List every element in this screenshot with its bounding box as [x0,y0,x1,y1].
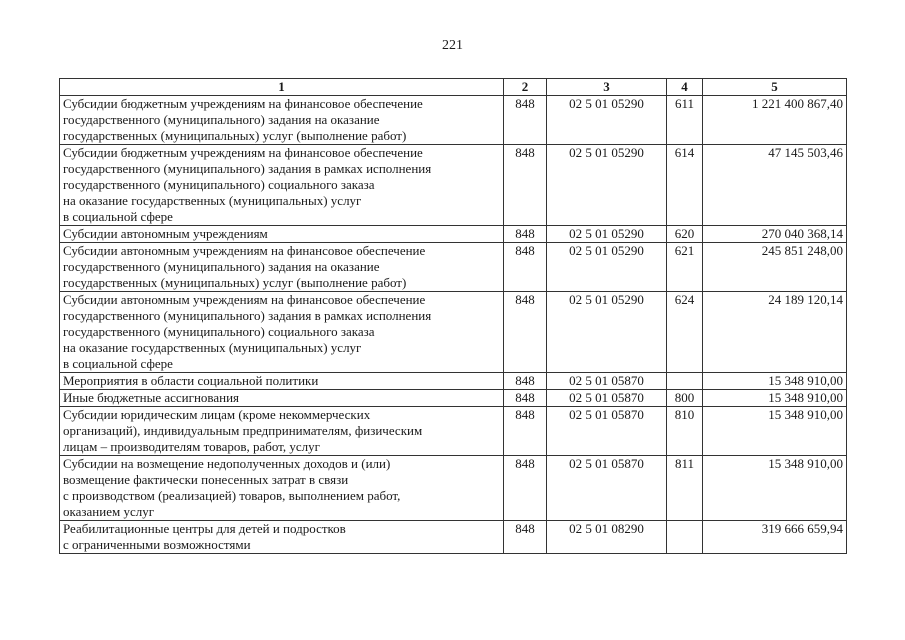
amount: 319 666 659,94 [703,521,847,554]
amount: 1 221 400 867,40 [703,96,847,145]
header-col-4: 4 [667,79,703,96]
target-article-code: 02 5 01 05290 [547,145,667,226]
department-code: 848 [504,373,547,390]
expense-type-code [667,373,703,390]
table-row [60,243,847,292]
amount: 24 189 120,14 [703,292,847,373]
target-article-code: 02 5 01 05870 [547,407,667,456]
target-article-code: 02 5 01 05870 [547,390,667,407]
amount: 15 348 910,00 [703,373,847,390]
item-name: Субсидии автономным учреждениям на финансовое обеспечение государственного (муниципального) задания на оказание государственных (муниципальных) услуг (выполнение работ) [60,243,504,292]
table-row [60,292,847,373]
target-article-code: 02 5 01 05290 [547,226,667,243]
expense-type-code: 624 [667,292,703,373]
amount: 15 348 910,00 [703,456,847,521]
table-row [60,390,847,407]
table-row [60,456,847,521]
amount: 47 145 503,46 [703,145,847,226]
department-code: 848 [504,226,547,243]
item-name: Субсидии автономным учреждениям [60,226,504,243]
item-name: Субсидии бюджетным учреждениям на финансовое обеспечение государственного (муниципального) задания на оказание государственных (муниципальных) услуг (выполнение работ) [60,96,504,145]
department-code: 848 [504,243,547,292]
expense-type-code: 614 [667,145,703,226]
department-code: 848 [504,292,547,373]
item-name: Мероприятия в области социальной политики [60,373,504,390]
expense-type-code: 611 [667,96,703,145]
item-name: Субсидии на возмещение недополученных доходов и (или) возмещение фактически понесенных затрат в связи с производством (реализацией) товаров, выполнением работ, оказанием услуг [60,456,504,521]
table-row [60,373,847,390]
amount: 245 851 248,00 [703,243,847,292]
table-row [60,145,847,226]
header-col-3: 3 [547,79,667,96]
item-name: Субсидии бюджетным учреждениям на финансовое обеспечение государственного (муниципального) задания в рамках исполнения государственного (муниципального) социального заказа на оказание государственных (муниципальных) услуг в социальной сфере [60,145,504,226]
department-code: 848 [504,145,547,226]
expense-type-code: 811 [667,456,703,521]
amount: 270 040 368,14 [703,226,847,243]
amount: 15 348 910,00 [703,407,847,456]
department-code: 848 [504,407,547,456]
target-article-code: 02 5 01 05290 [547,243,667,292]
expense-type-code: 621 [667,243,703,292]
item-name: Иные бюджетные ассигнования [60,390,504,407]
table-row [60,407,847,456]
table-row [60,96,847,145]
department-code: 848 [504,96,547,145]
target-article-code: 02 5 01 05290 [547,96,667,145]
target-article-code: 02 5 01 05290 [547,292,667,373]
expense-type-code: 810 [667,407,703,456]
department-code: 848 [504,456,547,521]
header-col-2: 2 [504,79,547,96]
target-article-code: 02 5 01 05870 [547,456,667,521]
item-name: Субсидии автономным учреждениям на финансовое обеспечение государственного (муниципального) задания в рамках исполнения государственного (муниципального) социального заказа на оказание государственных (муниципальных) услуг в социальной сфере [60,292,504,373]
expense-type-code [667,521,703,554]
table-header-row [60,79,847,96]
department-code: 848 [504,521,547,554]
table-row [60,521,847,554]
item-name: Реабилитационные центры для детей и подростков с ограниченными возможностями [60,521,504,554]
expense-type-code: 800 [667,390,703,407]
expense-type-code: 620 [667,226,703,243]
target-article-code: 02 5 01 08290 [547,521,667,554]
header-col-1: 1 [60,79,504,96]
item-name: Субсидии юридическим лицам (кроме некоммерческих организаций), индивидуальным предпринимателям, физическим лицам – производителям товаров, работ, услуг [60,407,504,456]
target-article-code: 02 5 01 05870 [547,373,667,390]
header-col-5: 5 [703,79,847,96]
budget-table [59,78,847,554]
table-row [60,226,847,243]
amount: 15 348 910,00 [703,390,847,407]
page-number: 221 [442,38,463,53]
department-code: 848 [504,390,547,407]
